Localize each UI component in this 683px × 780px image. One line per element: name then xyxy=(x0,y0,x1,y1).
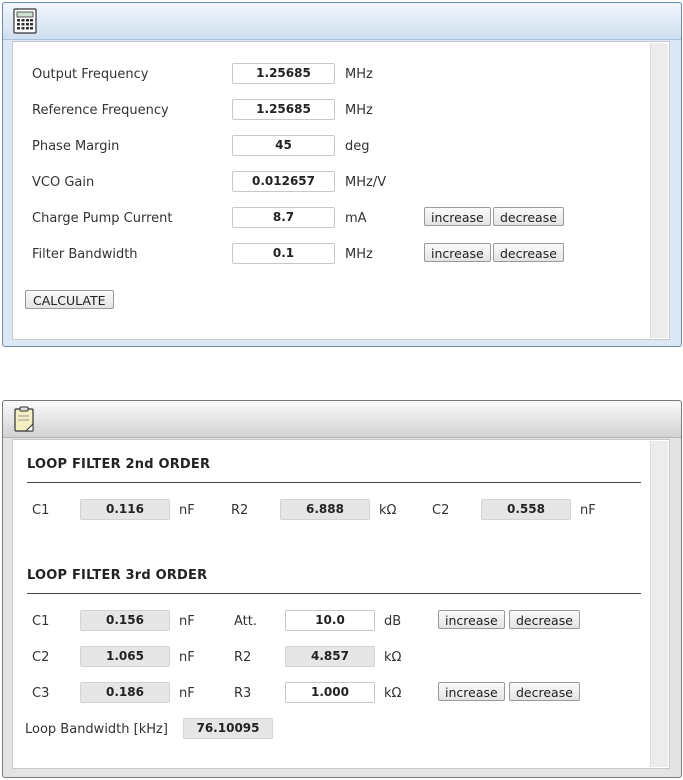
calculate-button[interactable]: CALCULATE xyxy=(25,290,114,309)
divider xyxy=(27,593,641,594)
r2-value: 6.888 xyxy=(280,499,370,520)
phase-margin-label: Phase Margin xyxy=(32,139,120,154)
filter-bandwidth-unit: MHz xyxy=(345,247,373,262)
calculator-form xyxy=(12,41,670,340)
r2-3rd-label: R2 xyxy=(234,650,252,665)
r3-input[interactable]: 1.000 xyxy=(285,682,375,703)
c2-3rd-value: 1.065 xyxy=(80,646,170,667)
r2-3rd-unit: kΩ xyxy=(384,650,402,665)
output-frequency-label: Output Frequency xyxy=(32,67,149,82)
r2-3rd-value: 4.857 xyxy=(285,646,375,667)
filter-bandwidth-input[interactable]: 0.1 xyxy=(232,243,335,264)
c2-3rd-label: C2 xyxy=(32,650,50,665)
att-decrease-button[interactable]: decrease xyxy=(509,610,580,629)
att-input[interactable]: 10.0 xyxy=(285,610,375,631)
results-content xyxy=(12,439,670,769)
c1-label: C1 xyxy=(32,503,50,518)
charge-pump-current-unit: mA xyxy=(345,211,367,226)
c1-value: 0.116 xyxy=(80,499,170,520)
r3-increase-button[interactable]: increase xyxy=(438,682,505,701)
charge-pump-decrease-button[interactable]: decrease xyxy=(493,207,564,226)
c3-unit: nF xyxy=(179,686,195,701)
c2-3rd-unit: nF xyxy=(179,650,195,665)
r3-unit: kΩ xyxy=(384,686,402,701)
reference-frequency-label: Reference Frequency xyxy=(32,103,169,118)
vco-gain-label: VCO Gain xyxy=(32,175,95,190)
loop-bandwidth-label: Loop Bandwidth [kHz] xyxy=(25,722,168,737)
filter-bandwidth-decrease-button[interactable]: decrease xyxy=(493,243,564,262)
results-panel xyxy=(2,400,682,778)
filter-bandwidth-label: Filter Bandwidth xyxy=(32,247,138,262)
scrollbar[interactable] xyxy=(650,441,668,767)
c1-3rd-value: 0.156 xyxy=(80,610,170,631)
r3-label: R3 xyxy=(234,686,252,701)
third-order-title: LOOP FILTER 3rd ORDER xyxy=(27,568,208,583)
charge-pump-current-input[interactable]: 8.7 xyxy=(232,207,335,228)
att-label: Att. xyxy=(234,614,257,629)
output-frequency-unit: MHz xyxy=(345,67,373,82)
calculator-icon xyxy=(13,8,37,34)
second-order-title: LOOP FILTER 2nd ORDER xyxy=(27,457,211,472)
c1-unit: nF xyxy=(179,503,195,518)
r2-label: R2 xyxy=(231,503,249,518)
r3-decrease-button[interactable]: decrease xyxy=(509,682,580,701)
calculator-titlebar xyxy=(3,3,681,40)
reference-frequency-unit: MHz xyxy=(345,103,373,118)
reference-frequency-input[interactable]: 1.25685 xyxy=(232,99,335,120)
loop-bandwidth-value: 76.10095 xyxy=(183,718,273,739)
output-frequency-input[interactable]: 1.25685 xyxy=(232,63,335,84)
c2-label: C2 xyxy=(432,503,450,518)
r2-unit: kΩ xyxy=(379,503,397,518)
c1-3rd-unit: nF xyxy=(179,614,195,629)
att-increase-button[interactable]: increase xyxy=(438,610,505,629)
results-titlebar xyxy=(3,401,681,438)
c2-value: 0.558 xyxy=(481,499,571,520)
filter-bandwidth-increase-button[interactable]: increase xyxy=(424,243,491,262)
c2-unit: nF xyxy=(580,503,596,518)
divider xyxy=(27,482,641,483)
c3-label: C3 xyxy=(32,686,50,701)
att-unit: dB xyxy=(384,614,402,629)
c3-value: 0.186 xyxy=(80,682,170,703)
phase-margin-input[interactable]: 45 xyxy=(232,135,335,156)
c1-3rd-label: C1 xyxy=(32,614,50,629)
charge-pump-increase-button[interactable]: increase xyxy=(424,207,491,226)
calculator-panel xyxy=(2,2,682,347)
scrollbar[interactable] xyxy=(650,43,668,338)
vco-gain-unit: MHz/V xyxy=(345,175,387,190)
phase-margin-unit: deg xyxy=(345,139,370,154)
charge-pump-current-label: Charge Pump Current xyxy=(32,211,173,226)
vco-gain-input[interactable]: 0.012657 xyxy=(232,171,335,192)
clipboard-icon xyxy=(13,406,37,432)
